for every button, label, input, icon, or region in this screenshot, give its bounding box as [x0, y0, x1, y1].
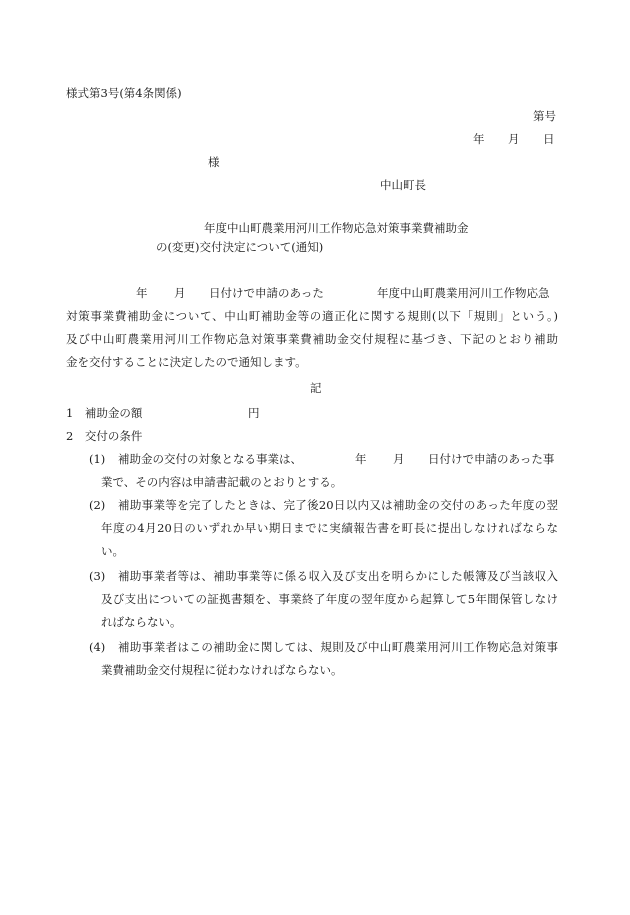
title-line-2: の(変更)交付決定について(通知)	[156, 240, 324, 254]
condition-2-number: (2)	[89, 498, 106, 512]
condition-2-line-1: 補助事業等を完了したときは、完了後20日以内又は補助金の交付のあった年度の翌	[118, 498, 558, 512]
condition-3-line-3: ればならない。	[101, 615, 182, 629]
issuer: 中山町長	[380, 178, 426, 192]
condition-4-line-1: 補助事業者はこの補助金に関しては、規則及び中山町農業用河川工作物応急対策事	[118, 640, 558, 654]
item-2-label: 2 交付の条件	[66, 429, 143, 443]
condition-3-line-2: 及び支出についての証拠書類を、事業終了年度の翌年度から起算して5年間保管しなけ	[101, 592, 558, 606]
document-number: 第号	[533, 109, 556, 123]
body-line-2: 対策事業費補助金について、中山町補助金等の適正化に関する規則(以下「規則」という。)	[66, 309, 558, 323]
condition-1-month: 月	[393, 452, 405, 466]
ki-heading: 記	[310, 381, 322, 395]
condition-1-number: (1)	[89, 452, 106, 466]
condition-1-line-2: 業で、その内容は申請書記載のとおりとする。	[101, 475, 343, 489]
condition-1-text-a: 補助金の交付の対象となる事業は、	[118, 452, 302, 466]
body-month: 月	[174, 286, 186, 300]
body-year: 年	[136, 286, 148, 300]
date-month: 月	[508, 132, 520, 146]
date-day: 日	[543, 132, 555, 146]
item-1-label: 1 補助金の額	[66, 406, 143, 420]
date-year: 年	[473, 132, 485, 146]
body-day-text: 日付けで申請のあった	[209, 286, 324, 300]
condition-4-number: (4)	[89, 640, 106, 654]
title-line-1: 年度中山町農業用河川工作物応急対策事業費補助金	[204, 221, 469, 235]
condition-4-line-2: 業費補助金交付規程に従わなければならない。	[101, 663, 343, 677]
condition-2-line-3: い。	[101, 544, 124, 558]
form-label: 様式第3号(第4条関係)	[66, 86, 182, 100]
addressee-suffix: 様	[208, 155, 220, 169]
body-line-3: 及び中山町農業用河川工作物応急対策事業費補助金交付規程に基づき、下記のとおり補助	[66, 332, 558, 346]
condition-1-text-b: 日付けで申請のあった事	[428, 452, 555, 466]
condition-3-line-1: 補助事業者等は、補助事業等に係る収入及び支出を明らかにした帳簿及び当該収入	[118, 569, 558, 583]
condition-1-year: 年	[355, 452, 367, 466]
item-1-unit: 円	[248, 406, 260, 420]
body-fiscal-year-text: 年度中山町農業用河川工作物応急	[377, 286, 550, 300]
condition-2-line-2: 年度の4月20日のいずれか早い期日までに実績報告書を町長に提出しなければならな	[101, 521, 558, 535]
condition-3-number: (3)	[89, 569, 106, 583]
body-line-4: 金を交付することに決定したので通知します。	[66, 355, 307, 369]
